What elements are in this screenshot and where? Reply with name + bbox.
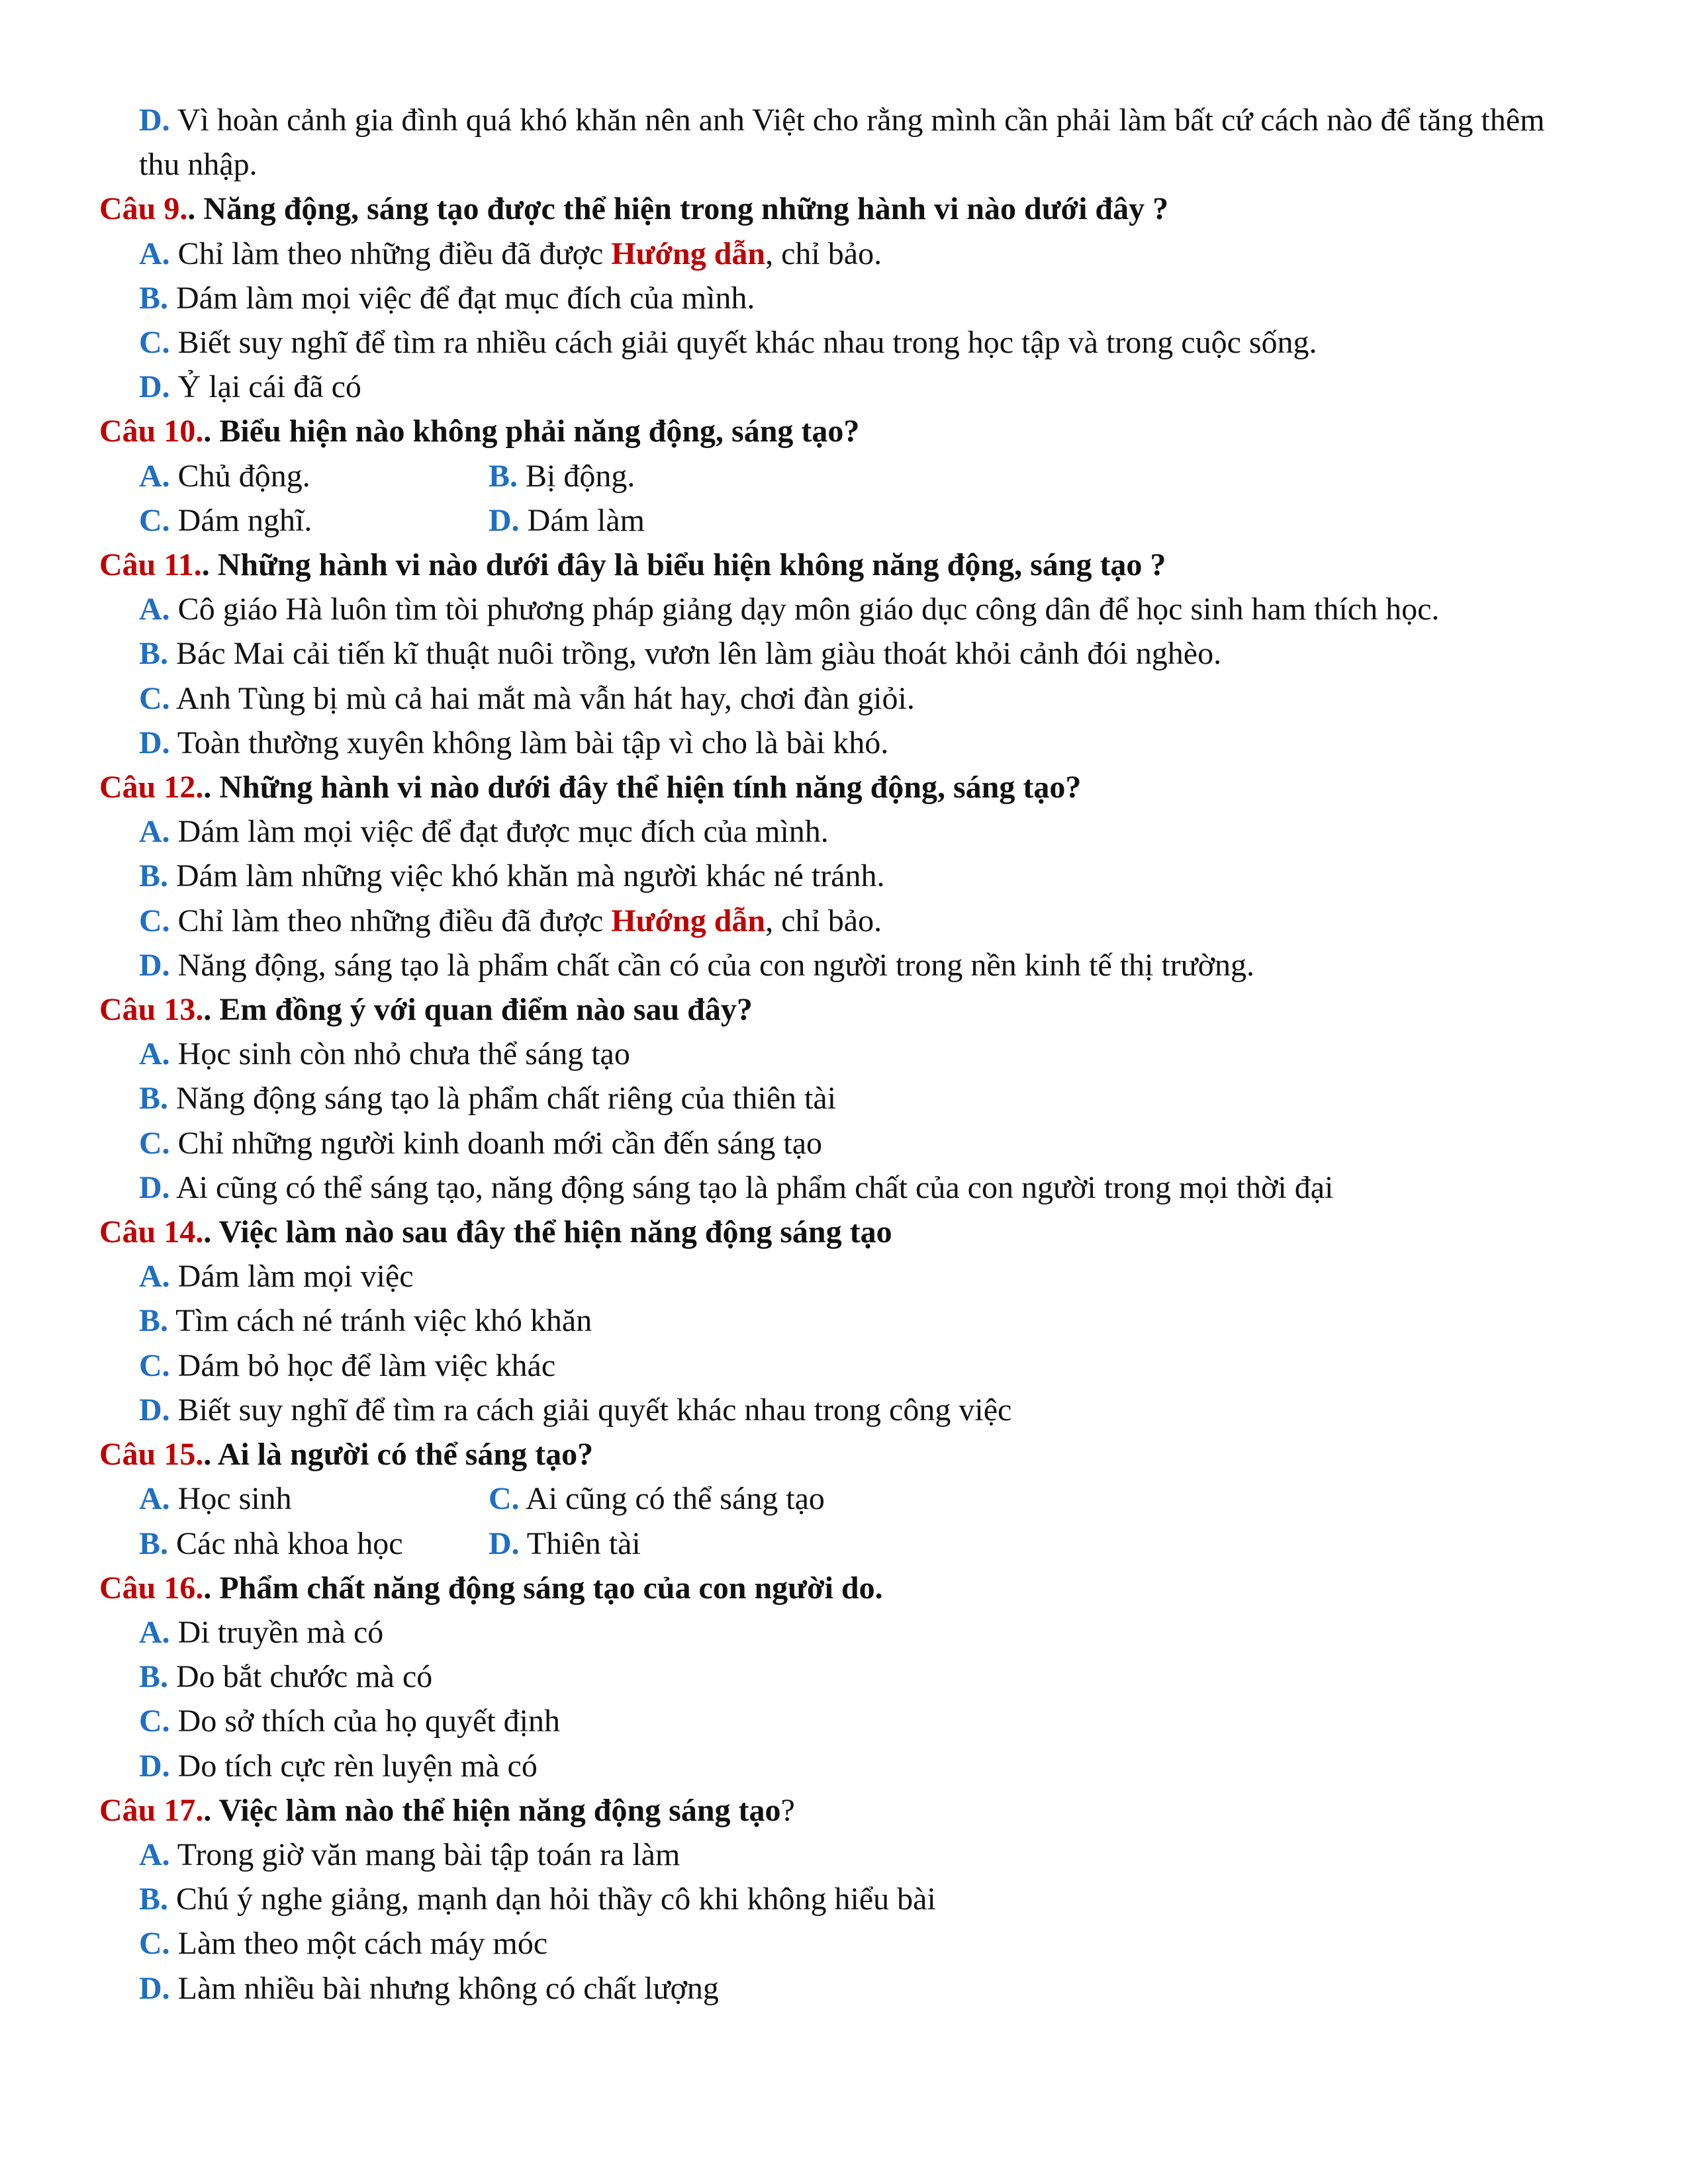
option-label: D. bbox=[489, 502, 520, 538]
option-text: Bác Mai cải tiến kĩ thuật nuôi trồng, vươn lên làm giàu thoát khỏi cảnh đói nghèo. bbox=[168, 636, 1222, 672]
question-12-option-a bbox=[99, 809, 1589, 854]
option-label: A. bbox=[139, 592, 170, 627]
option-label: A. bbox=[139, 1614, 170, 1650]
option-text: Năng động, sáng tạo là phẩm chất cần có của con người trong nền kinh tế thị trường. bbox=[169, 947, 1255, 983]
option-label: B. bbox=[139, 1081, 169, 1116]
question-10-title bbox=[99, 409, 1589, 453]
question-16-option-d bbox=[99, 1744, 1589, 1788]
question-10-option-c bbox=[139, 498, 489, 543]
option-text: Dám làm mọi việc để đạt mục đích của mình. bbox=[168, 280, 755, 316]
question-17-option-c bbox=[99, 1921, 1589, 1966]
option-text: Vì hoàn cảnh gia đình quá khó khăn nên anh Việt cho rằng mình cần phải làm bất cứ cách nào để tăng thêm thu nhập. bbox=[139, 103, 1545, 183]
option-text: Do bắt chước mà có bbox=[168, 1659, 433, 1695]
option-text: Chỉ những người kinh doanh mới cần đến sáng tạo bbox=[169, 1125, 823, 1161]
question-10-options-row-2 bbox=[99, 498, 1589, 543]
option-text: Năng động sáng tạo là phẩm chất riêng của thiên tài bbox=[168, 1081, 837, 1116]
option-text: Dám làm mọi việc bbox=[169, 1259, 414, 1295]
option-text: Di truyền mà có bbox=[169, 1614, 384, 1650]
question-14-option-b bbox=[99, 1298, 1589, 1343]
question-13-option-a bbox=[99, 1032, 1589, 1076]
question-text: . Phẩm chất năng động sáng tạo của con người do. bbox=[203, 1570, 883, 1606]
option-label: B. bbox=[489, 458, 518, 494]
option-label: B. bbox=[139, 1525, 169, 1561]
option-text: Anh Tùng bị mù cả hai mắt mà vẫn hát hay, chơi đàn giỏi. bbox=[169, 680, 915, 716]
option-text: Dám nghĩ. bbox=[169, 502, 312, 538]
question-label: Câu 11. bbox=[99, 547, 202, 583]
question-15-options-row-1 bbox=[99, 1477, 1589, 1521]
question-11-option-b bbox=[99, 631, 1589, 676]
option-text: Trong giờ văn mang bài tập toán ra làm bbox=[169, 1837, 680, 1872]
question-11-option-d bbox=[99, 721, 1589, 765]
question-10-option-d bbox=[489, 498, 645, 543]
question-15-options-row-2 bbox=[99, 1522, 1589, 1566]
previous-question-option-d bbox=[99, 98, 1589, 187]
option-label: B. bbox=[139, 280, 169, 316]
option-text: , chỉ bảo. bbox=[765, 903, 882, 938]
option-text: Dám bỏ học để làm việc khác bbox=[169, 1347, 556, 1383]
question-11-title bbox=[99, 543, 1589, 587]
option-text: Ai cũng có thể sáng tạo bbox=[519, 1481, 825, 1517]
question-13-option-d bbox=[99, 1165, 1589, 1210]
question-15-option-d bbox=[489, 1522, 641, 1566]
option-label: D. bbox=[139, 1748, 170, 1784]
question-text: . Việc làm nào thể hiện năng động sáng tạo bbox=[203, 1792, 781, 1828]
question-16-title bbox=[99, 1566, 1589, 1610]
question-17-title bbox=[99, 1788, 1589, 1833]
question-13-title bbox=[99, 987, 1589, 1032]
option-text: Ỷ lại cái đã có bbox=[169, 369, 361, 405]
highlighted-text: Hướng dẫn bbox=[611, 903, 766, 938]
option-label: C. bbox=[139, 1926, 170, 1962]
option-text: Dám làm những việc khó khăn mà người khác né tránh. bbox=[168, 858, 885, 894]
question-14-option-c bbox=[99, 1343, 1589, 1388]
option-text: Dám làm bbox=[519, 502, 645, 538]
question-text: . Biểu hiện nào không phải năng động, sáng tạo? bbox=[203, 414, 860, 449]
question-12-option-c bbox=[99, 899, 1589, 943]
option-text: Chủ động. bbox=[169, 458, 310, 494]
question-9-option-c bbox=[99, 320, 1589, 365]
option-label: A. bbox=[139, 1259, 170, 1295]
option-label: D. bbox=[139, 1970, 170, 2006]
question-15-option-c bbox=[489, 1477, 825, 1521]
question-text: . Những hành vi nào dưới đây thể hiện tính năng động, sáng tạo? bbox=[203, 770, 1082, 805]
question-11-option-c bbox=[99, 676, 1589, 721]
question-9-option-b bbox=[99, 276, 1589, 320]
question-12-option-b bbox=[99, 854, 1589, 898]
option-label: B. bbox=[139, 1882, 169, 1917]
question-9-option-a bbox=[99, 232, 1589, 276]
question-16-option-c bbox=[99, 1699, 1589, 1743]
option-label: B. bbox=[139, 1303, 169, 1339]
option-label: D. bbox=[139, 1169, 170, 1205]
option-text: , chỉ bảo. bbox=[765, 236, 882, 271]
option-label: C. bbox=[139, 325, 170, 361]
question-9-option-d bbox=[99, 365, 1589, 409]
question-15-title bbox=[99, 1432, 1589, 1477]
option-text: Dám làm mọi việc để đạt được mục đích của mình. bbox=[169, 814, 829, 850]
question-15-option-b bbox=[139, 1522, 489, 1566]
question-label: Câu 9. bbox=[99, 191, 188, 227]
option-label: D. bbox=[139, 725, 170, 760]
option-label: C. bbox=[139, 502, 170, 538]
option-text: Chỉ làm theo những điều đã được bbox=[169, 903, 612, 938]
question-9-title bbox=[99, 187, 1589, 231]
option-label: B. bbox=[139, 1659, 169, 1695]
option-text: Bị động. bbox=[518, 458, 635, 494]
question-label: Câu 14. bbox=[99, 1214, 204, 1250]
question-text: . Năng động, sáng tạo được thể hiện trong những hành vi nào dưới đây ? bbox=[187, 191, 1169, 227]
option-text: Thiên tài bbox=[519, 1525, 641, 1561]
option-label: D. bbox=[139, 103, 170, 138]
option-label: C. bbox=[139, 1704, 170, 1739]
question-14-option-a bbox=[99, 1254, 1589, 1298]
question-17-option-d bbox=[99, 1966, 1589, 2011]
question-text: . Việc làm nào sau đây thể hiện năng động sáng tạo bbox=[203, 1214, 892, 1250]
option-label: A. bbox=[139, 1036, 170, 1072]
question-16-option-a bbox=[99, 1610, 1589, 1655]
option-text: Học sinh bbox=[169, 1481, 292, 1517]
question-label: Câu 12. bbox=[99, 770, 204, 805]
question-17-option-a bbox=[99, 1833, 1589, 1877]
option-label: C. bbox=[139, 1125, 170, 1161]
question-14-option-d bbox=[99, 1388, 1589, 1432]
option-label: C. bbox=[139, 1347, 170, 1383]
option-label: D. bbox=[139, 369, 170, 405]
question-16-option-b bbox=[99, 1655, 1589, 1699]
question-label: Câu 16. bbox=[99, 1570, 204, 1606]
option-text: Do tích cực rèn luyện mà có bbox=[169, 1748, 538, 1784]
option-text: Biết suy nghĩ để tìm ra cách giải quyết khác nhau trong công việc bbox=[169, 1392, 1012, 1428]
option-label: D. bbox=[139, 1392, 170, 1428]
option-text: Chú ý nghe giảng, mạnh dạn hỏi thầy cô khi không hiểu bài bbox=[168, 1882, 936, 1917]
option-label: B. bbox=[139, 858, 169, 894]
option-text: Ai cũng có thể sáng tạo, năng động sáng tạo là phẩm chất của con người trong mọi thời đại bbox=[169, 1169, 1334, 1205]
document-page bbox=[99, 98, 1589, 2011]
question-11-option-a bbox=[99, 587, 1589, 631]
option-label: A. bbox=[139, 458, 170, 494]
question-10-option-a bbox=[139, 454, 489, 498]
question-label: Câu 13. bbox=[99, 992, 204, 1028]
question-15-option-a bbox=[139, 1477, 489, 1521]
option-label: C. bbox=[139, 680, 170, 716]
option-text: Làm nhiều bài nhưng không có chất lượng bbox=[169, 1970, 719, 2006]
question-13-option-c bbox=[99, 1121, 1589, 1165]
question-10-options-row-1 bbox=[99, 454, 1589, 498]
option-text: Các nhà khoa học bbox=[168, 1525, 403, 1561]
question-12-option-d bbox=[99, 943, 1589, 987]
option-text: Toàn thường xuyên không làm bài tập vì cho là bài khó. bbox=[169, 725, 889, 760]
question-text: . Ai là người có thể sáng tạo? bbox=[203, 1437, 594, 1473]
question-text: . Em đồng ý với quan điểm nào sau đây? bbox=[203, 992, 753, 1028]
question-13-option-b bbox=[99, 1076, 1589, 1120]
option-label: A. bbox=[139, 1837, 170, 1872]
option-text: Biết suy nghĩ để tìm ra nhiều cách giải quyết khác nhau trong học tập và trong cuộc sống. bbox=[169, 325, 1317, 361]
option-text: Làm theo một cách máy móc bbox=[169, 1926, 548, 1962]
option-label: B. bbox=[139, 636, 169, 672]
option-label: C. bbox=[489, 1481, 520, 1517]
question-text: . Những hành vi nào dưới đây là biểu hiện không năng động, sáng tạo ? bbox=[201, 547, 1166, 583]
option-label: D. bbox=[139, 947, 170, 983]
option-text: Học sinh còn nhỏ chưa thể sáng tạo bbox=[169, 1036, 630, 1072]
option-label: A. bbox=[139, 236, 170, 271]
option-text: Do sở thích của họ quyết định bbox=[169, 1704, 560, 1739]
question-17-option-b bbox=[99, 1877, 1589, 1921]
question-12-title bbox=[99, 765, 1589, 809]
question-label: Câu 15. bbox=[99, 1437, 204, 1473]
question-14-title bbox=[99, 1210, 1589, 1254]
option-label: D. bbox=[489, 1525, 520, 1561]
question-label: Câu 17. bbox=[99, 1792, 204, 1828]
option-text: Tìm cách né tránh việc khó khăn bbox=[168, 1303, 592, 1339]
option-label: A. bbox=[139, 1481, 170, 1517]
question-label: Câu 10. bbox=[99, 414, 204, 449]
highlighted-text: Hướng dẫn bbox=[611, 236, 766, 271]
question-tail: ? bbox=[780, 1792, 795, 1828]
option-text: Cô giáo Hà luôn tìm tòi phương pháp giảng dạy môn giáo dục công dân để học sinh ham thích học. bbox=[169, 592, 1440, 627]
question-10-option-b bbox=[489, 454, 635, 498]
option-label: C. bbox=[139, 903, 170, 938]
option-label: A. bbox=[139, 814, 170, 850]
option-text: Chỉ làm theo những điều đã được bbox=[169, 236, 612, 271]
